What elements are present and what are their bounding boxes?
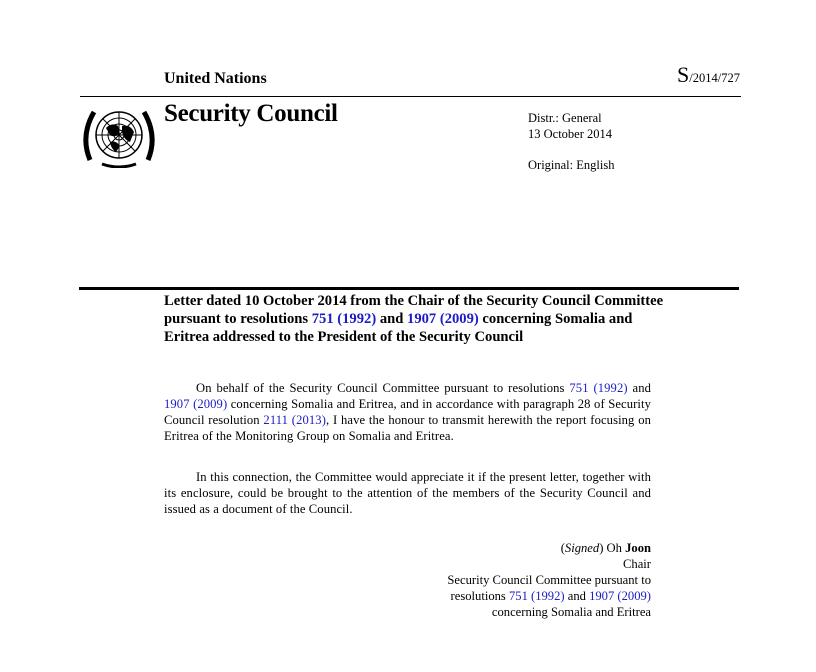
original-language: Original: English: [528, 158, 615, 172]
signature-line: (Signed) Oh Joon: [560, 541, 651, 555]
document-symbol: [677, 62, 740, 88]
signatory-last-name: Joon: [625, 541, 651, 555]
symbol-number: /2014/727: [689, 71, 740, 85]
committee-text: and: [564, 589, 590, 603]
title-text: Letter dated 10 October 2014 from the Chair of the Security Council Committee pursuant to resolutions: [164, 293, 664, 327]
committee-text: resolutions: [450, 589, 509, 603]
committee-subject-line: concerning Somalia and Eritrea: [491, 605, 651, 619]
resolution-link[interactable]: 751 (1992): [311, 311, 377, 327]
un-emblem-icon: [80, 102, 158, 168]
title-text: concerning Somalia and Eritrea addressed to the President of the Security Council: [164, 311, 633, 345]
resolution-link[interactable]: 751 (1992): [508, 589, 565, 603]
title-rule: [79, 287, 739, 290]
resolution-link[interactable]: 1907 (2009): [589, 589, 651, 603]
resolution-link[interactable]: 751 (1992): [569, 381, 628, 395]
committee-line: Security Council Committee pursuant to: [447, 573, 651, 587]
paragraph-text: , I have the honour to transmit herewith the report focusing on Eritrea of the Monitoring Group on Somalia and Eritrea.: [164, 413, 651, 443]
header-rule: [80, 96, 741, 97]
body-paragraph: [164, 469, 651, 517]
organization-name: United Nations: [164, 70, 267, 87]
council-name: Security Council: [164, 100, 338, 127]
document-date: 13 October 2014: [528, 127, 613, 141]
paragraph-text: and: [627, 381, 651, 395]
title-text: and: [376, 311, 408, 327]
signed-mark: Signed: [564, 541, 600, 555]
letter-title: [164, 292, 664, 346]
distribution-label: Distr.: General: [528, 111, 602, 125]
committee-resolutions-line: [451, 588, 651, 604]
paragraph-text: In this connection, the Committee would appreciate it if the present letter, together with its enclosure, could be brought to the attention of the members of the Security Council and issued as a document of the Council.: [164, 470, 651, 516]
signatory-first-name: Oh: [606, 541, 622, 555]
resolution-link[interactable]: 1907 (2009): [407, 311, 479, 327]
resolution-link[interactable]: 1907 (2009): [164, 397, 228, 411]
signatory-role: Chair: [623, 557, 651, 571]
resolution-link[interactable]: 2111 (2013): [263, 413, 326, 427]
body-paragraph: [164, 380, 651, 444]
paragraph-text: concerning Somalia and Eritrea, and in accordance with paragraph 28 of Security Council resolution: [164, 397, 651, 427]
symbol-letter: S: [677, 62, 690, 87]
paragraph-text: On behalf of the Security Council Committee pursuant to resolutions: [196, 381, 570, 395]
